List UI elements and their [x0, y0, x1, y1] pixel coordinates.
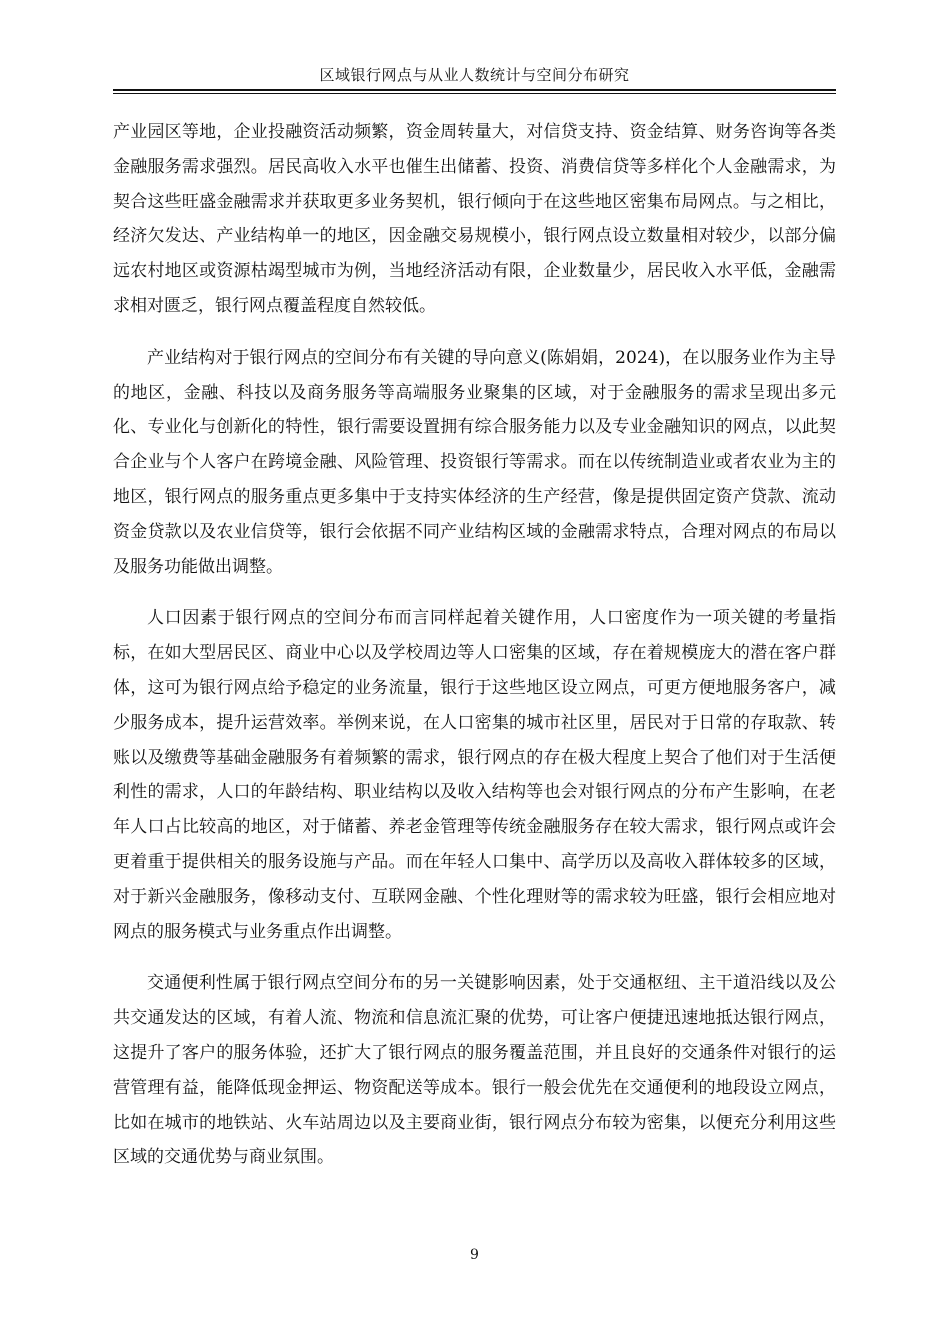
- paragraph-continued: 产业园区等地，企业投融资活动频繁，资金周转量大，对信贷支持、资金结算、财务咨询等各类金融服务需求强烈。居民高收入水平也催生出储蓄、投资、消费信贷等多样化个人金融需求，为契合这些旺盛金融需求并获取更多业务契机，银行倾向于在这些地区密集布局网点。与之相比，经济欠发达、产业结构单一的地区，因金融交易规模小，银行网点设立数量相对较少，以部分偏远农村地区或资源枯竭型城市为例，当地经济活动有限，企业数量少，居民收入水平低，金融需求相对匮乏，银行网点覆盖程度自然较低。: [113, 122, 836, 316]
- body-text: [113, 115, 836, 1192]
- header-rule-thick: [113, 89, 836, 91]
- paragraph-population-factors: 人口因素于银行网点的空间分布而言同样起着关键作用，人口密度作为一项关键的考量指标，在如大型居民区、商业中心以及学校周边等人口密集的区域，存在着规模庞大的潜在客户群体，这可为银行网点给予稳定的业务流量，银行于这些地区设立网点，可更方便地服务客户，减少服务成本，提升运营效率。举例来说，在人口密集的城市社区里，居民对于日常的存取款、转账以及缴费等基础金融服务有着频繁的需求，银行网点的存在极大程度上契合了他们对于生活便利性的需求，人口的年龄结构、职业结构以及收入结构等也会对银行网点的分布产生影响，在老年人口占比较高的地区，对于储蓄、养老金管理等传统金融服务存在较大需求，银行网点或许会更着重于提供相关的服务设施与产品。而在年轻人口集中、高学历以及高收入群体较多的区域，对于新兴金融服务，像移动支付、互联网金融、个性化理财等的需求较为旺盛，银行会相应地对网点的服务模式与业务重点作出调整。: [113, 608, 836, 942]
- paragraph-industry-structure: 产业结构对于银行网点的空间分布有关键的导向意义(陈娟娟，2024)，在以服务业作为主导的地区，金融、科技以及商务服务等高端服务业聚集的区域，对于金融服务的需求呈现出多元化、专业化与创新化的特性，银行需要设置拥有综合服务能力以及专业金融知识的网点，以此契合企业与个人客户在跨境金融、风险管理、投资银行等需求。而在以传统制造业或者农业为主的地区，银行网点的服务重点更多集中于支持实体经济的生产经营，像是提供固定资产贷款、流动资金贷款以及农业信贷等，银行会依据不同产业结构区域的金融需求特点，合理对网点的布局以及服务功能做出调整。: [113, 347, 836, 577]
- page-number: 9: [470, 1247, 479, 1263]
- paragraph-transport-convenience: 交通便利性属于银行网点空间分布的另一关键影响因素，处于交通枢纽、主干道沿线以及公共交通发达的区域，有着人流、物流和信息流汇聚的优势，可让客户便捷迅速地抵达银行网点，这提升了客户的服务体验，还扩大了银行网点的服务覆盖范围，并且良好的交通条件对银行的运营管理有益，能降低现金押运、物资配送等成本。银行一般会优先在交通便利的地段设立网点，比如在城市的地铁站、火车站周边以及主要商业街，银行网点分布较为密集，以便充分利用这些区域的交通优势与商业氛围。: [113, 973, 836, 1168]
- running-header: 区域银行网点与从业人数统计与空间分布研究: [319, 66, 630, 84]
- header-rule-thin: [113, 93, 836, 94]
